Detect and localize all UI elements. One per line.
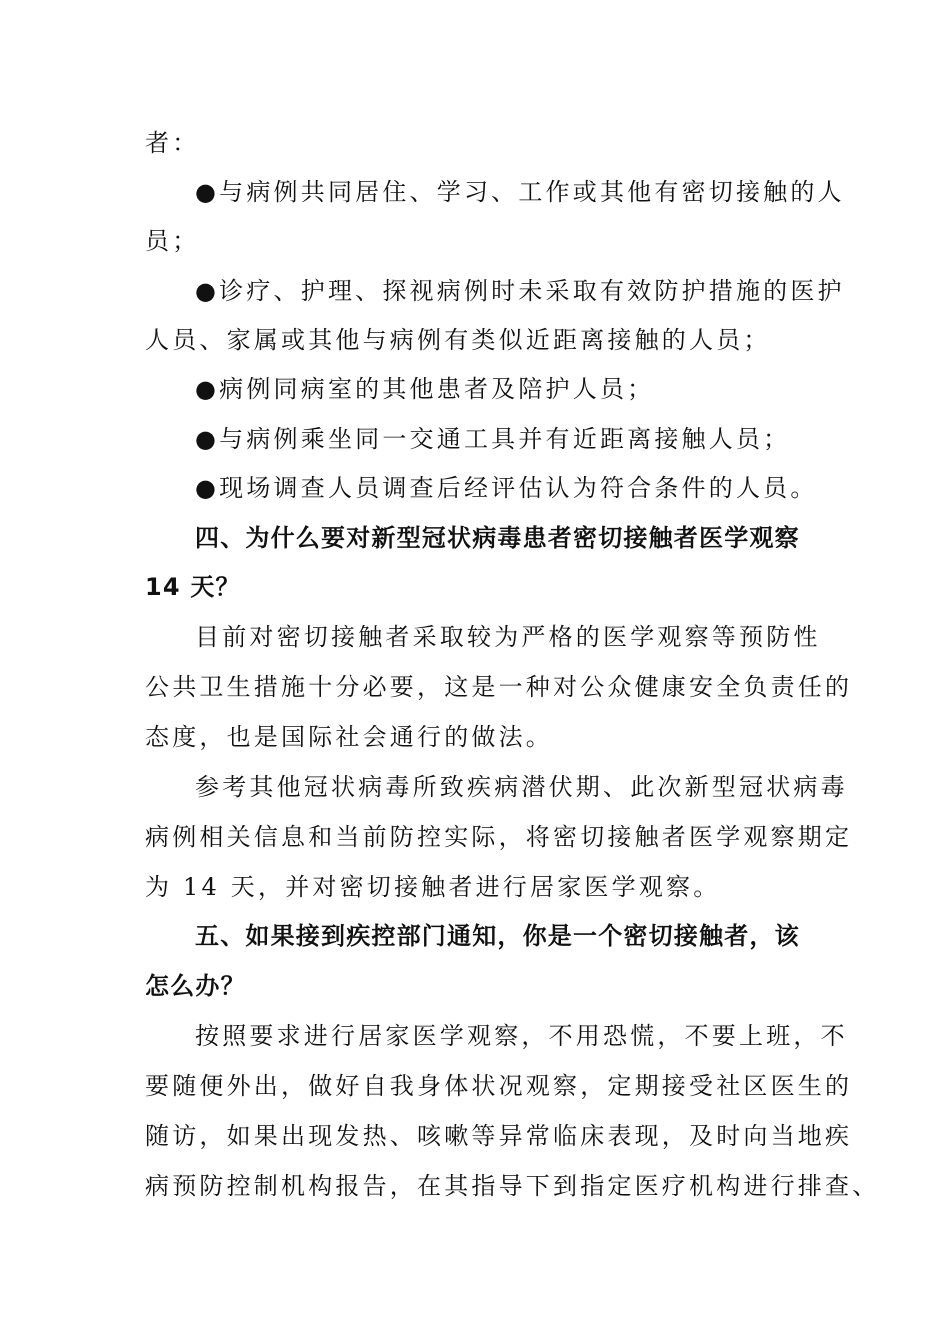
paragraph-line: 为 14 天，并对密切接触者进行居家医学观察。 <box>145 873 721 901</box>
section-heading-4-cont: 14 天？ <box>145 573 241 601</box>
text-line: 员； <box>145 227 200 255</box>
paragraph-line: 按照要求进行居家医学观察，不用恐慌，不要上班，不 <box>195 1022 848 1050</box>
paragraph-line: 目前对密切接触者采取较为严格的医学观察等预防性 <box>195 623 821 651</box>
section-heading-4: 四、为什么要对新型冠状病毒患者密切接触者医学观察 <box>195 524 800 552</box>
paragraph-line: 随访，如果出现发热、咳嗽等异常临床表现，及时向当地疾 <box>145 1122 853 1150</box>
bullet-item-investigation: ●现场调查人员调查后经评估认为符合条件的人员。 <box>195 474 818 502</box>
paragraph-line: 要随便外出，做好自我身体状况观察，定期接受社区医生的 <box>145 1072 853 1100</box>
section-heading-5: 五、如果接到疾控部门通知，你是一个密切接触者，该 <box>195 922 800 950</box>
bullet-item-medical-staff: ●诊疗、护理、探视病例时未采取有效防护措施的医护 <box>195 277 845 305</box>
bullet-item-ward-patients: ●病例同病室的其他患者及陪护人员； <box>195 375 655 403</box>
section-heading-5-cont: 怎么办？ <box>145 972 246 1000</box>
text-line: 人员、家属或其他与病例有类似近距离接触的人员； <box>145 326 771 354</box>
bullet-item-cohabitant: ●与病例共同居住、学习、工作或其他有密切接触的人 <box>195 178 845 206</box>
bullet-item-transport: ●与病例乘坐同一交通工具并有近距离接触人员； <box>195 425 791 453</box>
paragraph-line: 参考其他冠状病毒所致疾病潜伏期、此次新型冠状病毒 <box>195 773 848 801</box>
text-line-continuation: 者： <box>145 129 200 157</box>
paragraph-line: 公共卫生措施十分必要，这是一种对公众健康安全负责任的 <box>145 673 853 701</box>
paragraph-line: 态度，也是国际社会通行的做法。 <box>145 723 553 751</box>
paragraph-line: 病例相关信息和当前防控实际，将密切接触者医学观察期定 <box>145 823 853 851</box>
paragraph-line: 病预防控制机构报告，在其指导下到指定医疗机构进行排查、 <box>145 1172 880 1200</box>
